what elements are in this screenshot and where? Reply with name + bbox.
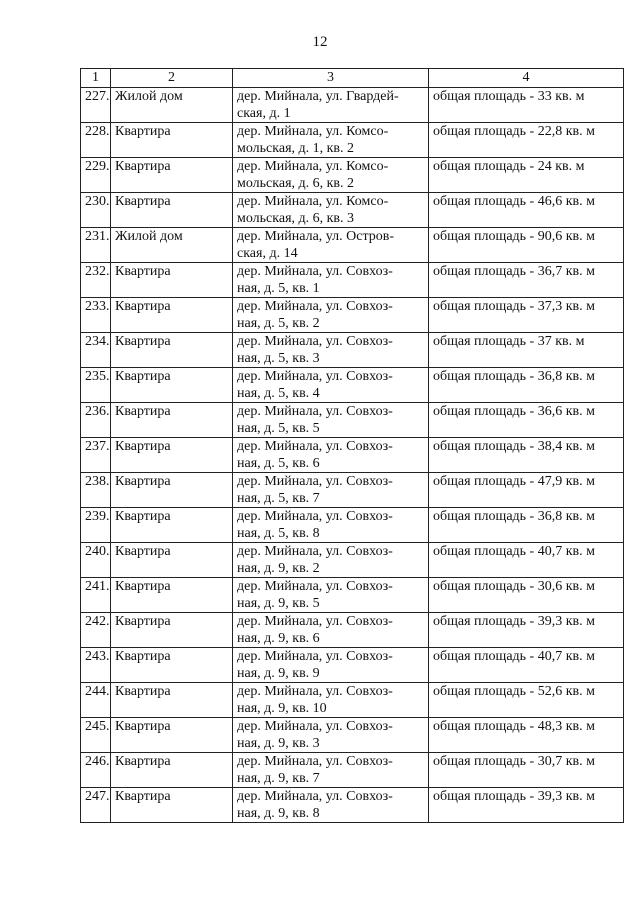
object-type-cell: Квартира [111,718,233,753]
object-type-cell: Квартира [111,753,233,788]
object-type-cell: Квартира [111,193,233,228]
table-row [81,298,624,333]
address-cell: дер. Мийнала, ул. Совхоз- ная, д. 5, кв. 6 [233,438,429,473]
object-type-cell: Квартира [111,508,233,543]
row-number-cell: 236. [81,403,111,438]
row-number-cell: 241. [81,578,111,613]
table-row [81,473,624,508]
row-number-cell: 245. [81,718,111,753]
area-cell: общая площадь - 38,4 кв. м [429,438,624,473]
object-type-cell: Квартира [111,403,233,438]
address-cell: дер. Мийнала, ул. Совхоз- ная, д. 5, кв. 3 [233,333,429,368]
object-type-cell: Квартира [111,368,233,403]
area-cell: общая площадь - 37 кв. м [429,333,624,368]
area-cell: общая площадь - 22,8 кв. м [429,123,624,158]
address-cell: дер. Мийнала, ул. Комсо- мольская, д. 1, кв. 2 [233,123,429,158]
table-row [81,718,624,753]
row-number-cell: 228. [81,123,111,158]
row-number-cell: 242. [81,613,111,648]
column-header-2: 2 [111,69,233,88]
area-cell: общая площадь - 47,9 кв. м [429,473,624,508]
row-number-cell: 232. [81,263,111,298]
table-row [81,788,624,823]
area-cell: общая площадь - 36,8 кв. м [429,508,624,543]
object-type-cell: Квартира [111,123,233,158]
row-number-cell: 227. [81,88,111,123]
row-number-cell: 238. [81,473,111,508]
area-cell: общая площадь - 40,7 кв. м [429,543,624,578]
table-row [81,543,624,578]
address-cell: дер. Мийнала, ул. Совхоз- ная, д. 9, кв. 2 [233,543,429,578]
object-type-cell: Квартира [111,263,233,298]
address-cell: дер. Мийнала, ул. Комсо- мольская, д. 6, кв. 3 [233,193,429,228]
area-cell: общая площадь - 52,6 кв. м [429,683,624,718]
area-cell: общая площадь - 30,6 кв. м [429,578,624,613]
address-cell: дер. Мийнала, ул. Совхоз- ная, д. 9, кв. 8 [233,788,429,823]
table-row [81,403,624,438]
area-cell: общая площадь - 33 кв. м [429,88,624,123]
object-type-cell: Квартира [111,333,233,368]
address-cell: дер. Мийнала, ул. Совхоз- ная, д. 5, кв. 7 [233,473,429,508]
row-number-cell: 230. [81,193,111,228]
object-type-cell: Квартира [111,648,233,683]
column-header-1: 1 [81,69,111,88]
table-row [81,158,624,193]
area-cell: общая площадь - 39,3 кв. м [429,788,624,823]
address-cell: дер. Мийнала, ул. Совхоз- ная, д. 9, кв. 6 [233,613,429,648]
object-type-cell: Квартира [111,578,233,613]
row-number-cell: 234. [81,333,111,368]
row-number-cell: 237. [81,438,111,473]
address-cell: дер. Мийнала, ул. Совхоз- ная, д. 5, кв. 8 [233,508,429,543]
row-number-cell: 233. [81,298,111,333]
table-row [81,683,624,718]
area-cell: общая площадь - 39,3 кв. м [429,613,624,648]
table-row [81,228,624,263]
table-row [81,333,624,368]
address-cell: дер. Мийнала, ул. Совхоз- ная, д. 5, кв. 5 [233,403,429,438]
object-type-cell: Жилой дом [111,88,233,123]
area-cell: общая площадь - 90,6 кв. м [429,228,624,263]
table-row [81,508,624,543]
table-row [81,753,624,788]
object-type-cell: Квартира [111,788,233,823]
column-header-3: 3 [233,69,429,88]
table-row [81,368,624,403]
object-type-cell: Квартира [111,158,233,193]
table-row [81,438,624,473]
area-cell: общая площадь - 30,7 кв. м [429,753,624,788]
row-number-cell: 235. [81,368,111,403]
address-cell: дер. Мийнала, ул. Гвардей- ская, д. 1 [233,88,429,123]
object-type-cell: Квартира [111,298,233,333]
table-header-row [81,69,624,88]
area-cell: общая площадь - 36,8 кв. м [429,368,624,403]
address-cell: дер. Мийнала, ул. Совхоз- ная, д. 5, кв. 1 [233,263,429,298]
address-cell: дер. Мийнала, ул. Совхоз- ная, д. 9, кв. 9 [233,648,429,683]
area-cell: общая площадь - 36,6 кв. м [429,403,624,438]
table-row [81,613,624,648]
table-row [81,578,624,613]
area-cell: общая площадь - 40,7 кв. м [429,648,624,683]
table-row [81,193,624,228]
area-cell: общая площадь - 24 кв. м [429,158,624,193]
object-type-cell: Квартира [111,438,233,473]
column-header-4: 4 [429,69,624,88]
row-number-cell: 246. [81,753,111,788]
table-row [81,263,624,298]
address-cell: дер. Мийнала, ул. Совхоз- ная, д. 9, кв. 10 [233,683,429,718]
row-number-cell: 243. [81,648,111,683]
table-row [81,88,624,123]
address-cell: дер. Мийнала, ул. Остров- ская, д. 14 [233,228,429,263]
address-cell: дер. Мийнала, ул. Совхоз- ная, д. 9, кв. 5 [233,578,429,613]
row-number-cell: 240. [81,543,111,578]
property-table [80,68,624,823]
row-number-cell: 231. [81,228,111,263]
object-type-cell: Квартира [111,473,233,508]
address-cell: дер. Мийнала, ул. Совхоз- ная, д. 5, кв. 4 [233,368,429,403]
address-cell: дер. Мийнала, ул. Совхоз- ная, д. 9, кв. 3 [233,718,429,753]
row-number-cell: 229. [81,158,111,193]
page-number: 12 [312,34,328,50]
area-cell: общая площадь - 36,7 кв. м [429,263,624,298]
row-number-cell: 239. [81,508,111,543]
table-body [81,69,624,823]
area-cell: общая площадь - 37,3 кв. м [429,298,624,333]
object-type-cell: Квартира [111,683,233,718]
area-cell: общая площадь - 46,6 кв. м [429,193,624,228]
address-cell: дер. Мийнала, ул. Совхоз- ная, д. 5, кв. 2 [233,298,429,333]
object-type-cell: Квартира [111,543,233,578]
row-number-cell: 247. [81,788,111,823]
area-cell: общая площадь - 48,3 кв. м [429,718,624,753]
table-row [81,648,624,683]
object-type-cell: Жилой дом [111,228,233,263]
address-cell: дер. Мийнала, ул. Комсо- мольская, д. 6, кв. 2 [233,158,429,193]
row-number-cell: 244. [81,683,111,718]
object-type-cell: Квартира [111,613,233,648]
address-cell: дер. Мийнала, ул. Совхоз- ная, д. 9, кв. 7 [233,753,429,788]
table-row [81,123,624,158]
